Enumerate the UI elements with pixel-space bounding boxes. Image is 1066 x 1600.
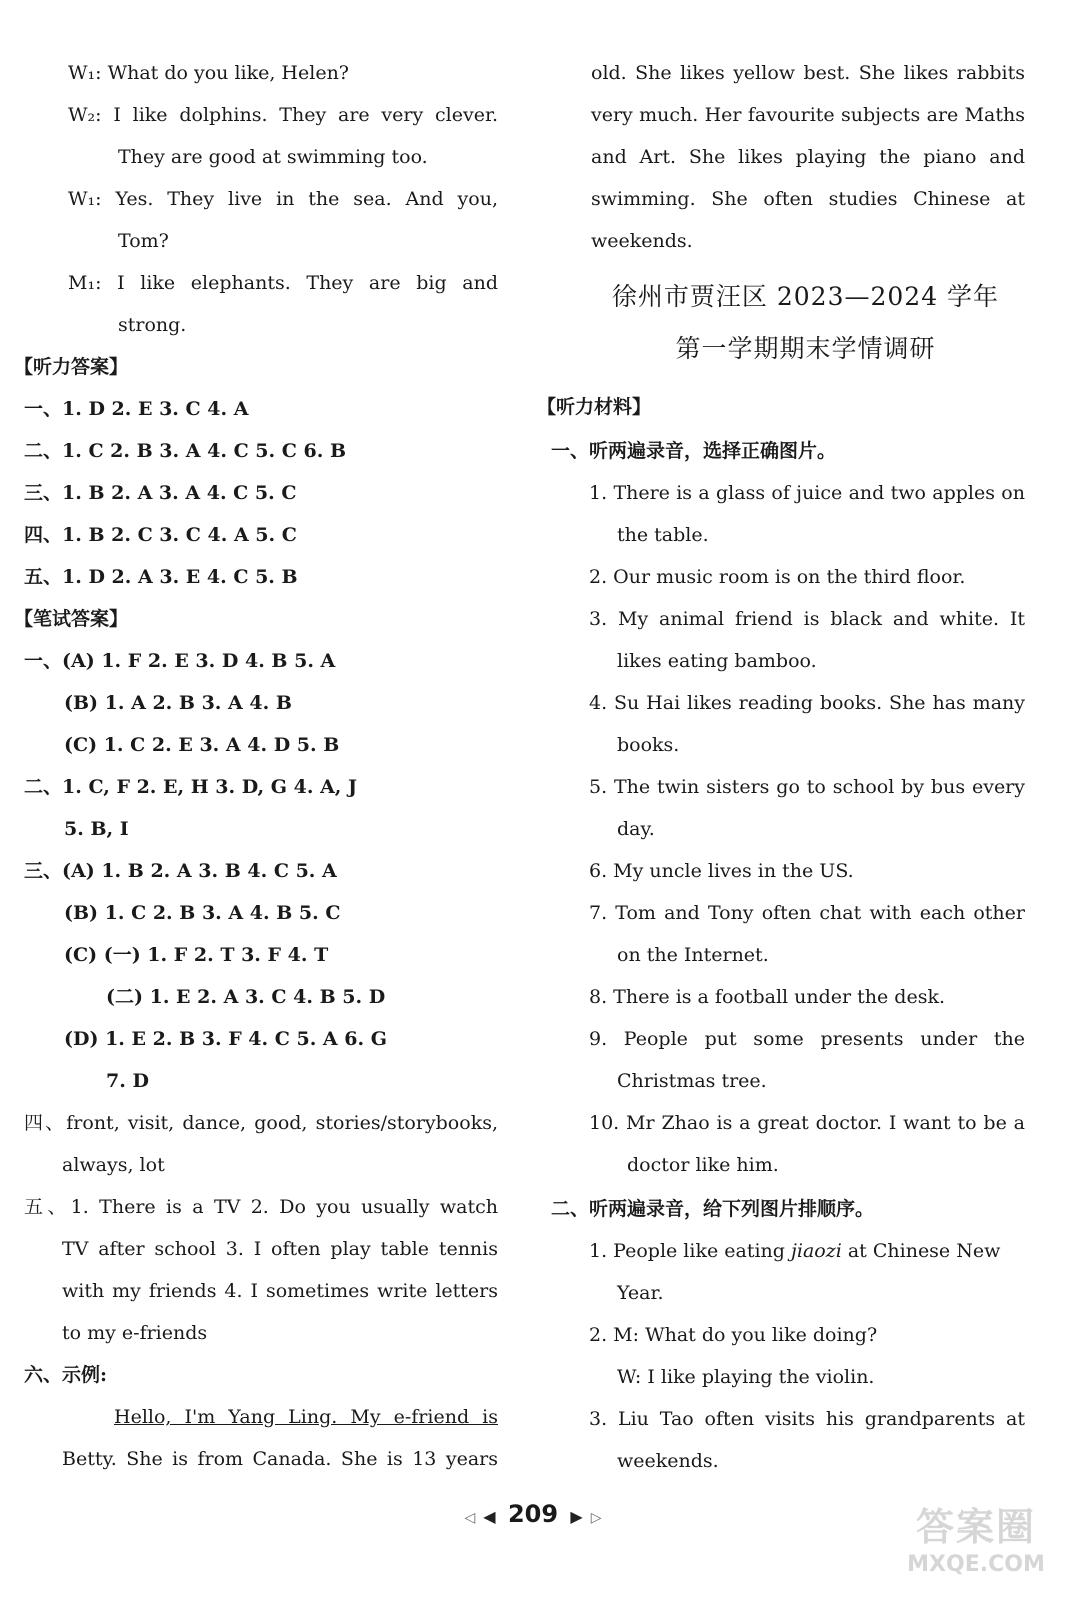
exam-subtitle: 第一学期期末学情调研	[675, 334, 936, 363]
answer-line: 5. B, I	[64, 818, 129, 840]
written-answers-heading: 【笔试答案】	[14, 608, 129, 630]
material-line: 7. Tom and Tony often chat with each other	[589, 902, 1025, 924]
material-line: W: I like playing the violin.	[617, 1366, 875, 1388]
material-line: books.	[617, 734, 680, 756]
essay-line: swimming. She often studies Chinese at	[591, 188, 1025, 210]
left-arrow-icon: ◁	[464, 1510, 476, 1526]
material-line: 9. People put some presents under the	[589, 1028, 1025, 1050]
listening-material-heading: 【听力材料】	[537, 396, 652, 418]
exam-title: 徐州市贾汪区 2023—2024 学年	[611, 282, 1000, 311]
material-line: on the Internet.	[617, 944, 769, 966]
dialog-line: W₁: What do you like, Helen?	[68, 62, 349, 84]
material-line: 1. People like eating jiaozi at Chinese New	[589, 1240, 1001, 1262]
material-line: 1. There is a glass of juice and two apples on	[589, 482, 1025, 504]
essay-line: and Art. She likes playing the piano and	[591, 146, 1025, 168]
dialog-line: strong.	[118, 314, 187, 336]
material-line: the table.	[617, 524, 709, 546]
example-line: Hello, I'm Yang Ling. My e-friend is	[114, 1406, 498, 1428]
answer-line: 三、1. B 2. A 3. A 4. C 5. C	[24, 482, 297, 504]
answer-line: (B) 1. C 2. B 3. A 4. B 5. C	[64, 902, 341, 924]
material-line: 6. My uncle lives in the US.	[589, 860, 854, 882]
answer-line: 四、1. B 2. C 3. C 4. A 5. C	[24, 524, 297, 546]
answer-line: (C) 1. C 2. E 3. A 4. D 5. B	[64, 734, 340, 756]
material-line: 2. M: What do you like doing?	[589, 1324, 878, 1346]
material-line: Christmas tree.	[617, 1070, 767, 1092]
answer-line: (D) 1. E 2. B 3. F 4. C 5. A 6. G	[64, 1028, 387, 1050]
answer-line: (二) 1. E 2. A 3. C 4. B 5. D	[106, 986, 386, 1008]
watermark-logo	[896, 1502, 1056, 1592]
answer-line: 四、front, visit, dance, good, stories/storybooks,	[24, 1112, 498, 1134]
material-line: day.	[617, 818, 655, 840]
answer-line: always, lot	[62, 1154, 165, 1176]
answer-line: with my friends 4. I sometimes write letters	[62, 1280, 498, 1302]
essay-line: weekends.	[591, 230, 693, 252]
dialog-line: They are good at swimming too.	[118, 146, 428, 168]
listening-answers-heading: 【听力答案】	[14, 356, 129, 378]
watermark-url: MXQE.COM	[907, 1552, 1045, 1577]
answer-line: 一、(A) 1. F 2. E 3. D 4. B 5. A	[24, 650, 336, 672]
watermark-text: 答案圈	[915, 1505, 1036, 1549]
answer-line: 二、1. C, F 2. E, H 3. D, G 4. A, J	[24, 776, 358, 798]
material-line: 3. Liu Tao often visits his grandparents at	[589, 1408, 1025, 1430]
dialog-line: W₂: I like dolphins. They are very clever.	[68, 104, 498, 126]
material-line: 3. My animal friend is black and white. It	[589, 608, 1025, 630]
answer-line: TV after school 3. I often play table tennis	[62, 1238, 498, 1260]
answer-line: (B) 1. A 2. B 3. A 4. B	[64, 692, 292, 714]
material-line: 2. Our music room is on the third floor.	[589, 566, 966, 588]
material-line: doctor like him.	[627, 1154, 779, 1176]
answer-line: 二、1. C 2. B 3. A 4. C 5. C 6. B	[24, 440, 346, 462]
answer-line: 五、1. D 2. A 3. E 4. C 5. B	[24, 566, 298, 588]
page-number: 209	[507, 1500, 559, 1528]
essay-line: old. She likes yellow best. She likes rabbits	[591, 62, 1025, 84]
material-line: 4. Su Hai likes reading books. She has many	[589, 692, 1025, 714]
example-heading: 六、示例:	[24, 1364, 108, 1386]
material-line: 5. The twin sisters go to school by bus every	[589, 776, 1025, 798]
dialog-line: M₁: I like elephants. They are big and	[68, 272, 498, 294]
answer-line: 一、1. D 2. E 3. C 4. A	[24, 398, 249, 420]
essay-line: very much. Her favourite subjects are Maths	[591, 104, 1025, 126]
answer-line: 三、(A) 1. B 2. A 3. B 4. C 5. A	[24, 860, 337, 882]
section-heading: 一、听两遍录音，选择正确图片。	[551, 440, 837, 462]
material-line: weekends.	[617, 1450, 719, 1472]
section-heading: 二、听两遍录音，给下列图片排顺序。	[551, 1198, 875, 1220]
dialog-line: Tom?	[118, 230, 169, 252]
answer-line: 7. D	[106, 1070, 149, 1092]
example-line: Betty. She is from Canada. She is 13 years	[62, 1448, 498, 1470]
material-line: likes eating bamboo.	[617, 650, 817, 672]
dialog-line: W₁: Yes. They live in the sea. And you,	[68, 188, 498, 210]
answer-line: to my e-friends	[62, 1322, 208, 1344]
answer-line: 五、1. There is a TV 2. Do you usually watch	[24, 1196, 498, 1218]
answer-line: (C) (一) 1. F 2. T 3. F 4. T	[64, 944, 329, 966]
material-line: Year.	[617, 1282, 664, 1304]
material-line: 10. Mr Zhao is a great doctor. I want to be a	[589, 1112, 1025, 1134]
right-arrow-icon: ▷	[590, 1510, 602, 1526]
right-arrow-icon: ▶	[570, 1507, 583, 1526]
left-arrow-icon: ◀	[483, 1507, 496, 1526]
material-line: 8. There is a football under the desk.	[589, 986, 946, 1008]
